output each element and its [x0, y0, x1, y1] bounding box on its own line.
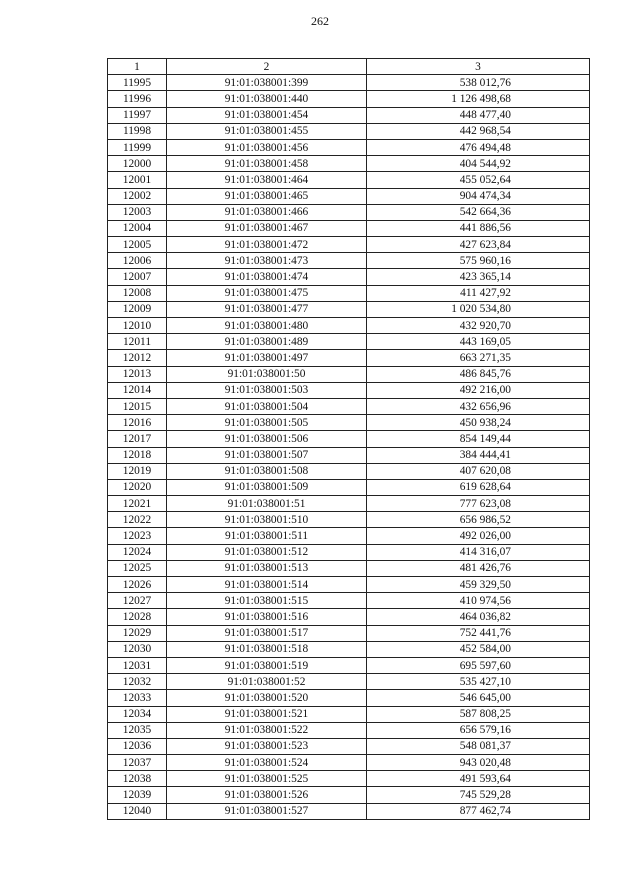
row-number-cell: 12010	[108, 318, 167, 334]
value-cell: 432 656,96	[367, 398, 590, 414]
row-number-cell: 12026	[108, 577, 167, 593]
cadastral-number-cell: 91:01:038001:521	[167, 706, 367, 722]
row-number-cell: 12029	[108, 625, 167, 641]
cadastral-number-cell: 91:01:038001:51	[167, 496, 367, 512]
value-cell: 427 623,84	[367, 237, 590, 253]
cadastral-number-cell: 91:01:038001:52	[167, 674, 367, 690]
cadastral-number-cell: 91:01:038001:467	[167, 220, 367, 236]
table-row	[108, 350, 590, 366]
row-number-cell: 12014	[108, 382, 167, 398]
value-cell: 575 960,16	[367, 253, 590, 269]
row-number-cell: 12015	[108, 398, 167, 414]
table-row	[108, 463, 590, 479]
cadastral-number-cell: 91:01:038001:474	[167, 269, 367, 285]
value-cell: 410 974,56	[367, 593, 590, 609]
cadastral-number-cell: 91:01:038001:510	[167, 512, 367, 528]
table-row	[108, 544, 590, 560]
value-cell: 476 494,48	[367, 139, 590, 155]
cadastral-number-cell: 91:01:038001:472	[167, 237, 367, 253]
table-row	[108, 156, 590, 172]
cadastral-number-cell: 91:01:038001:505	[167, 415, 367, 431]
row-number-cell: 12016	[108, 415, 167, 431]
table-row	[108, 269, 590, 285]
row-number-cell: 12021	[108, 496, 167, 512]
row-number-cell: 12013	[108, 366, 167, 382]
table-row	[108, 398, 590, 414]
cadastral-number-cell: 91:01:038001:477	[167, 301, 367, 317]
row-number-cell: 12000	[108, 156, 167, 172]
table-row	[108, 123, 590, 139]
table-row	[108, 496, 590, 512]
cadastral-number-cell: 91:01:038001:524	[167, 755, 367, 771]
table-row	[108, 771, 590, 787]
value-cell: 448 477,40	[367, 107, 590, 123]
row-number-cell: 12039	[108, 787, 167, 803]
row-number-cell: 12030	[108, 641, 167, 657]
cadastral-number-cell: 91:01:038001:480	[167, 318, 367, 334]
cadastral-number-cell: 91:01:038001:504	[167, 398, 367, 414]
row-number-cell: 12019	[108, 463, 167, 479]
table-row	[108, 641, 590, 657]
table-row	[108, 415, 590, 431]
value-cell: 384 444,41	[367, 447, 590, 463]
row-number-cell: 12006	[108, 253, 167, 269]
cadastral-number-cell: 91:01:038001:454	[167, 107, 367, 123]
table-row	[108, 366, 590, 382]
value-cell: 411 427,92	[367, 285, 590, 301]
table-row	[108, 755, 590, 771]
cadastral-number-cell: 91:01:038001:523	[167, 738, 367, 754]
cadastral-number-cell: 91:01:038001:50	[167, 366, 367, 382]
value-cell: 656 579,16	[367, 722, 590, 738]
row-number-cell: 12017	[108, 431, 167, 447]
value-cell: 542 664,36	[367, 204, 590, 220]
table-row	[108, 204, 590, 220]
value-cell: 777 623,08	[367, 496, 590, 512]
table-row	[108, 706, 590, 722]
row-number-cell: 11998	[108, 123, 167, 139]
row-number-cell: 12005	[108, 237, 167, 253]
row-number-cell: 12023	[108, 528, 167, 544]
value-cell: 443 169,05	[367, 334, 590, 350]
cadastral-number-cell: 91:01:038001:519	[167, 657, 367, 673]
column-header-1: 1	[108, 59, 167, 75]
value-cell: 450 938,24	[367, 415, 590, 431]
cadastral-number-cell: 91:01:038001:522	[167, 722, 367, 738]
row-number-cell: 12001	[108, 172, 167, 188]
row-number-cell: 12033	[108, 690, 167, 706]
column-header-2: 2	[167, 59, 367, 75]
value-cell: 656 986,52	[367, 512, 590, 528]
table-row	[108, 334, 590, 350]
value-cell: 491 593,64	[367, 771, 590, 787]
table-row	[108, 577, 590, 593]
value-cell: 663 271,35	[367, 350, 590, 366]
value-cell: 904 474,34	[367, 188, 590, 204]
table-row	[108, 107, 590, 123]
table-row	[108, 91, 590, 107]
column-header-3: 3	[367, 59, 590, 75]
cadastral-number-cell: 91:01:038001:458	[167, 156, 367, 172]
value-cell: 442 968,54	[367, 123, 590, 139]
row-number-cell: 12032	[108, 674, 167, 690]
table-row	[108, 738, 590, 754]
table-row	[108, 431, 590, 447]
table-row	[108, 609, 590, 625]
table-row	[108, 560, 590, 576]
row-number-cell: 11997	[108, 107, 167, 123]
table-row	[108, 301, 590, 317]
row-number-cell: 12022	[108, 512, 167, 528]
value-cell: 1 020 534,80	[367, 301, 590, 317]
table-row	[108, 220, 590, 236]
value-cell: 481 426,76	[367, 560, 590, 576]
value-cell: 492 026,00	[367, 528, 590, 544]
row-number-cell: 12028	[108, 609, 167, 625]
table-row	[108, 528, 590, 544]
table-row	[108, 75, 590, 91]
value-cell: 538 012,76	[367, 75, 590, 91]
cadastral-number-cell: 91:01:038001:455	[167, 123, 367, 139]
value-cell: 423 365,14	[367, 269, 590, 285]
table-row	[108, 285, 590, 301]
table-row	[108, 690, 590, 706]
row-number-cell: 12025	[108, 560, 167, 576]
table-header-row	[108, 59, 590, 75]
row-number-cell: 12008	[108, 285, 167, 301]
value-cell: 695 597,60	[367, 657, 590, 673]
cadastral-number-cell: 91:01:038001:516	[167, 609, 367, 625]
row-number-cell: 11995	[108, 75, 167, 91]
value-cell: 943 020,48	[367, 755, 590, 771]
page-number: 262	[311, 14, 329, 28]
row-number-cell: 12012	[108, 350, 167, 366]
cadastral-number-cell: 91:01:038001:506	[167, 431, 367, 447]
row-number-cell: 12037	[108, 755, 167, 771]
row-number-cell: 12024	[108, 544, 167, 560]
value-cell: 546 645,00	[367, 690, 590, 706]
row-number-cell: 12011	[108, 334, 167, 350]
cadastral-number-cell: 91:01:038001:440	[167, 91, 367, 107]
cadastral-number-cell: 91:01:038001:509	[167, 479, 367, 495]
value-cell: 407 620,08	[367, 463, 590, 479]
cadastral-number-cell: 91:01:038001:515	[167, 593, 367, 609]
row-number-cell: 12003	[108, 204, 167, 220]
value-cell: 452 584,00	[367, 641, 590, 657]
cadastral-number-cell: 91:01:038001:475	[167, 285, 367, 301]
cadastral-number-cell: 91:01:038001:466	[167, 204, 367, 220]
row-number-cell: 12036	[108, 738, 167, 754]
cadastral-number-cell: 91:01:038001:465	[167, 188, 367, 204]
cadastral-number-cell: 91:01:038001:511	[167, 528, 367, 544]
cadastral-number-cell: 91:01:038001:517	[167, 625, 367, 641]
row-number-cell: 12018	[108, 447, 167, 463]
table-row	[108, 593, 590, 609]
cadastral-number-cell: 91:01:038001:507	[167, 447, 367, 463]
data-table	[107, 58, 590, 820]
cadastral-number-cell: 91:01:038001:456	[167, 139, 367, 155]
value-cell: 441 886,56	[367, 220, 590, 236]
table-row	[108, 318, 590, 334]
value-cell: 486 845,76	[367, 366, 590, 382]
cadastral-number-cell: 91:01:038001:520	[167, 690, 367, 706]
value-cell: 854 149,44	[367, 431, 590, 447]
cadastral-number-cell: 91:01:038001:527	[167, 803, 367, 819]
table-row	[108, 479, 590, 495]
row-number-cell: 12002	[108, 188, 167, 204]
row-number-cell: 12009	[108, 301, 167, 317]
value-cell: 877 462,74	[367, 803, 590, 819]
table-row	[108, 787, 590, 803]
table-row	[108, 382, 590, 398]
table-body	[108, 75, 590, 820]
cadastral-number-cell: 91:01:038001:489	[167, 334, 367, 350]
table-row	[108, 172, 590, 188]
cadastral-number-cell: 91:01:038001:503	[167, 382, 367, 398]
table-row	[108, 625, 590, 641]
row-number-cell: 12004	[108, 220, 167, 236]
table-row	[108, 674, 590, 690]
table-row	[108, 139, 590, 155]
table-row	[108, 657, 590, 673]
table-row	[108, 237, 590, 253]
cadastral-number-cell: 91:01:038001:525	[167, 771, 367, 787]
table-row	[108, 188, 590, 204]
value-cell: 535 427,10	[367, 674, 590, 690]
value-cell: 492 216,00	[367, 382, 590, 398]
value-cell: 414 316,07	[367, 544, 590, 560]
table-row	[108, 803, 590, 819]
value-cell: 619 628,64	[367, 479, 590, 495]
value-cell: 404 544,92	[367, 156, 590, 172]
row-number-cell: 12038	[108, 771, 167, 787]
cadastral-number-cell: 91:01:038001:464	[167, 172, 367, 188]
table-row	[108, 253, 590, 269]
value-cell: 548 081,37	[367, 738, 590, 754]
table-row	[108, 447, 590, 463]
cadastral-number-cell: 91:01:038001:518	[167, 641, 367, 657]
cadastral-number-cell: 91:01:038001:526	[167, 787, 367, 803]
value-cell: 459 329,50	[367, 577, 590, 593]
table-row	[108, 512, 590, 528]
value-cell: 455 052,64	[367, 172, 590, 188]
row-number-cell: 12035	[108, 722, 167, 738]
row-number-cell: 12040	[108, 803, 167, 819]
value-cell: 1 126 498,68	[367, 91, 590, 107]
row-number-cell: 12031	[108, 657, 167, 673]
row-number-cell: 11996	[108, 91, 167, 107]
cadastral-number-cell: 91:01:038001:514	[167, 577, 367, 593]
value-cell: 432 920,70	[367, 318, 590, 334]
row-number-cell: 12027	[108, 593, 167, 609]
value-cell: 587 808,25	[367, 706, 590, 722]
value-cell: 752 441,76	[367, 625, 590, 641]
cadastral-number-cell: 91:01:038001:513	[167, 560, 367, 576]
value-cell: 745 529,28	[367, 787, 590, 803]
row-number-cell: 12034	[108, 706, 167, 722]
value-cell: 464 036,82	[367, 609, 590, 625]
cadastral-number-cell: 91:01:038001:512	[167, 544, 367, 560]
cadastral-number-cell: 91:01:038001:473	[167, 253, 367, 269]
row-number-cell: 11999	[108, 139, 167, 155]
row-number-cell: 12007	[108, 269, 167, 285]
cadastral-number-cell: 91:01:038001:399	[167, 75, 367, 91]
cadastral-number-cell: 91:01:038001:508	[167, 463, 367, 479]
cadastral-number-cell: 91:01:038001:497	[167, 350, 367, 366]
row-number-cell: 12020	[108, 479, 167, 495]
table-row	[108, 722, 590, 738]
